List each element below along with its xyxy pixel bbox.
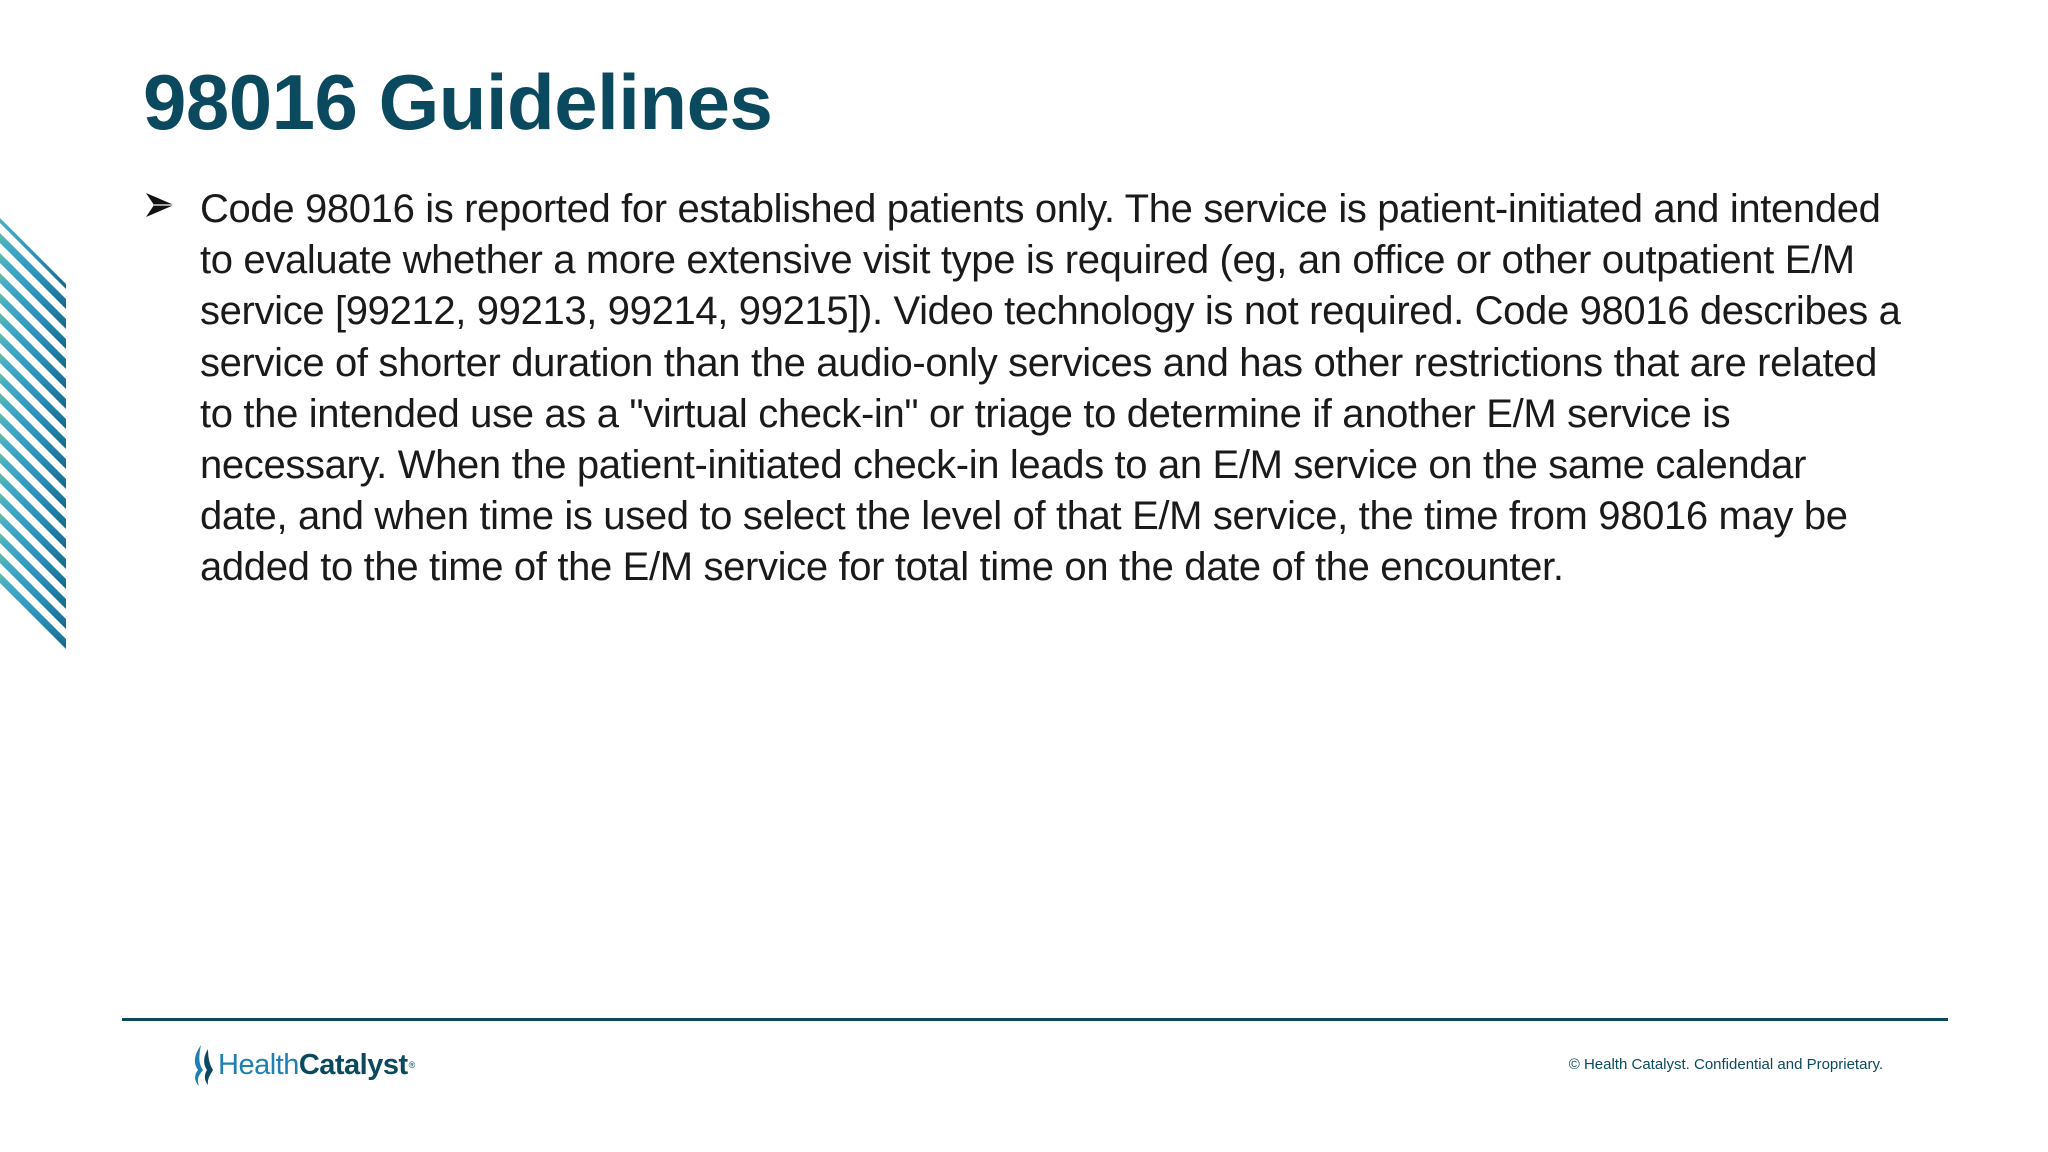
footer-divider: [122, 1018, 1948, 1021]
bullet-item: [143, 184, 1903, 594]
decorative-diagonal-stripes: [0, 218, 66, 652]
logo-trademark: ®: [408, 1060, 416, 1070]
bullet-text: Code 98016 is reported for established patients only. The service is patient-initiated and intended to evaluate whether a more extensive visit type is required (eg, an office or other outpatient E/M service [99212, 99213, 99214, 99215]). Video technology is not required. Code 98016 describes a service of shorter duration than the audio-only services and has other restrictions that are related to the intended use as a "virtual check-in" or triage to determine if another E/M service is necessary. When the patient-initiated check-in leads to an E/M service on the same calendar date, and when time is used to select the level of that E/M service, the time from 98016 may be added to the time of the E/M service for total time on the date of the encounter.: [200, 187, 1901, 590]
logo-word-health: Health: [218, 1049, 299, 1081]
health-catalyst-logo: [190, 1040, 415, 1090]
bullet-list: [143, 184, 1903, 594]
logo-word-catalyst: Catalyst: [298, 1049, 408, 1081]
arrowhead-bullet-icon: [145, 190, 175, 220]
health-catalyst-flame-icon: [190, 1043, 216, 1087]
slide-title: 98016 Guidelines: [143, 58, 773, 146]
copyright-notice: © Health Catalyst. Confidential and Proprietary.: [1568, 1056, 1883, 1073]
